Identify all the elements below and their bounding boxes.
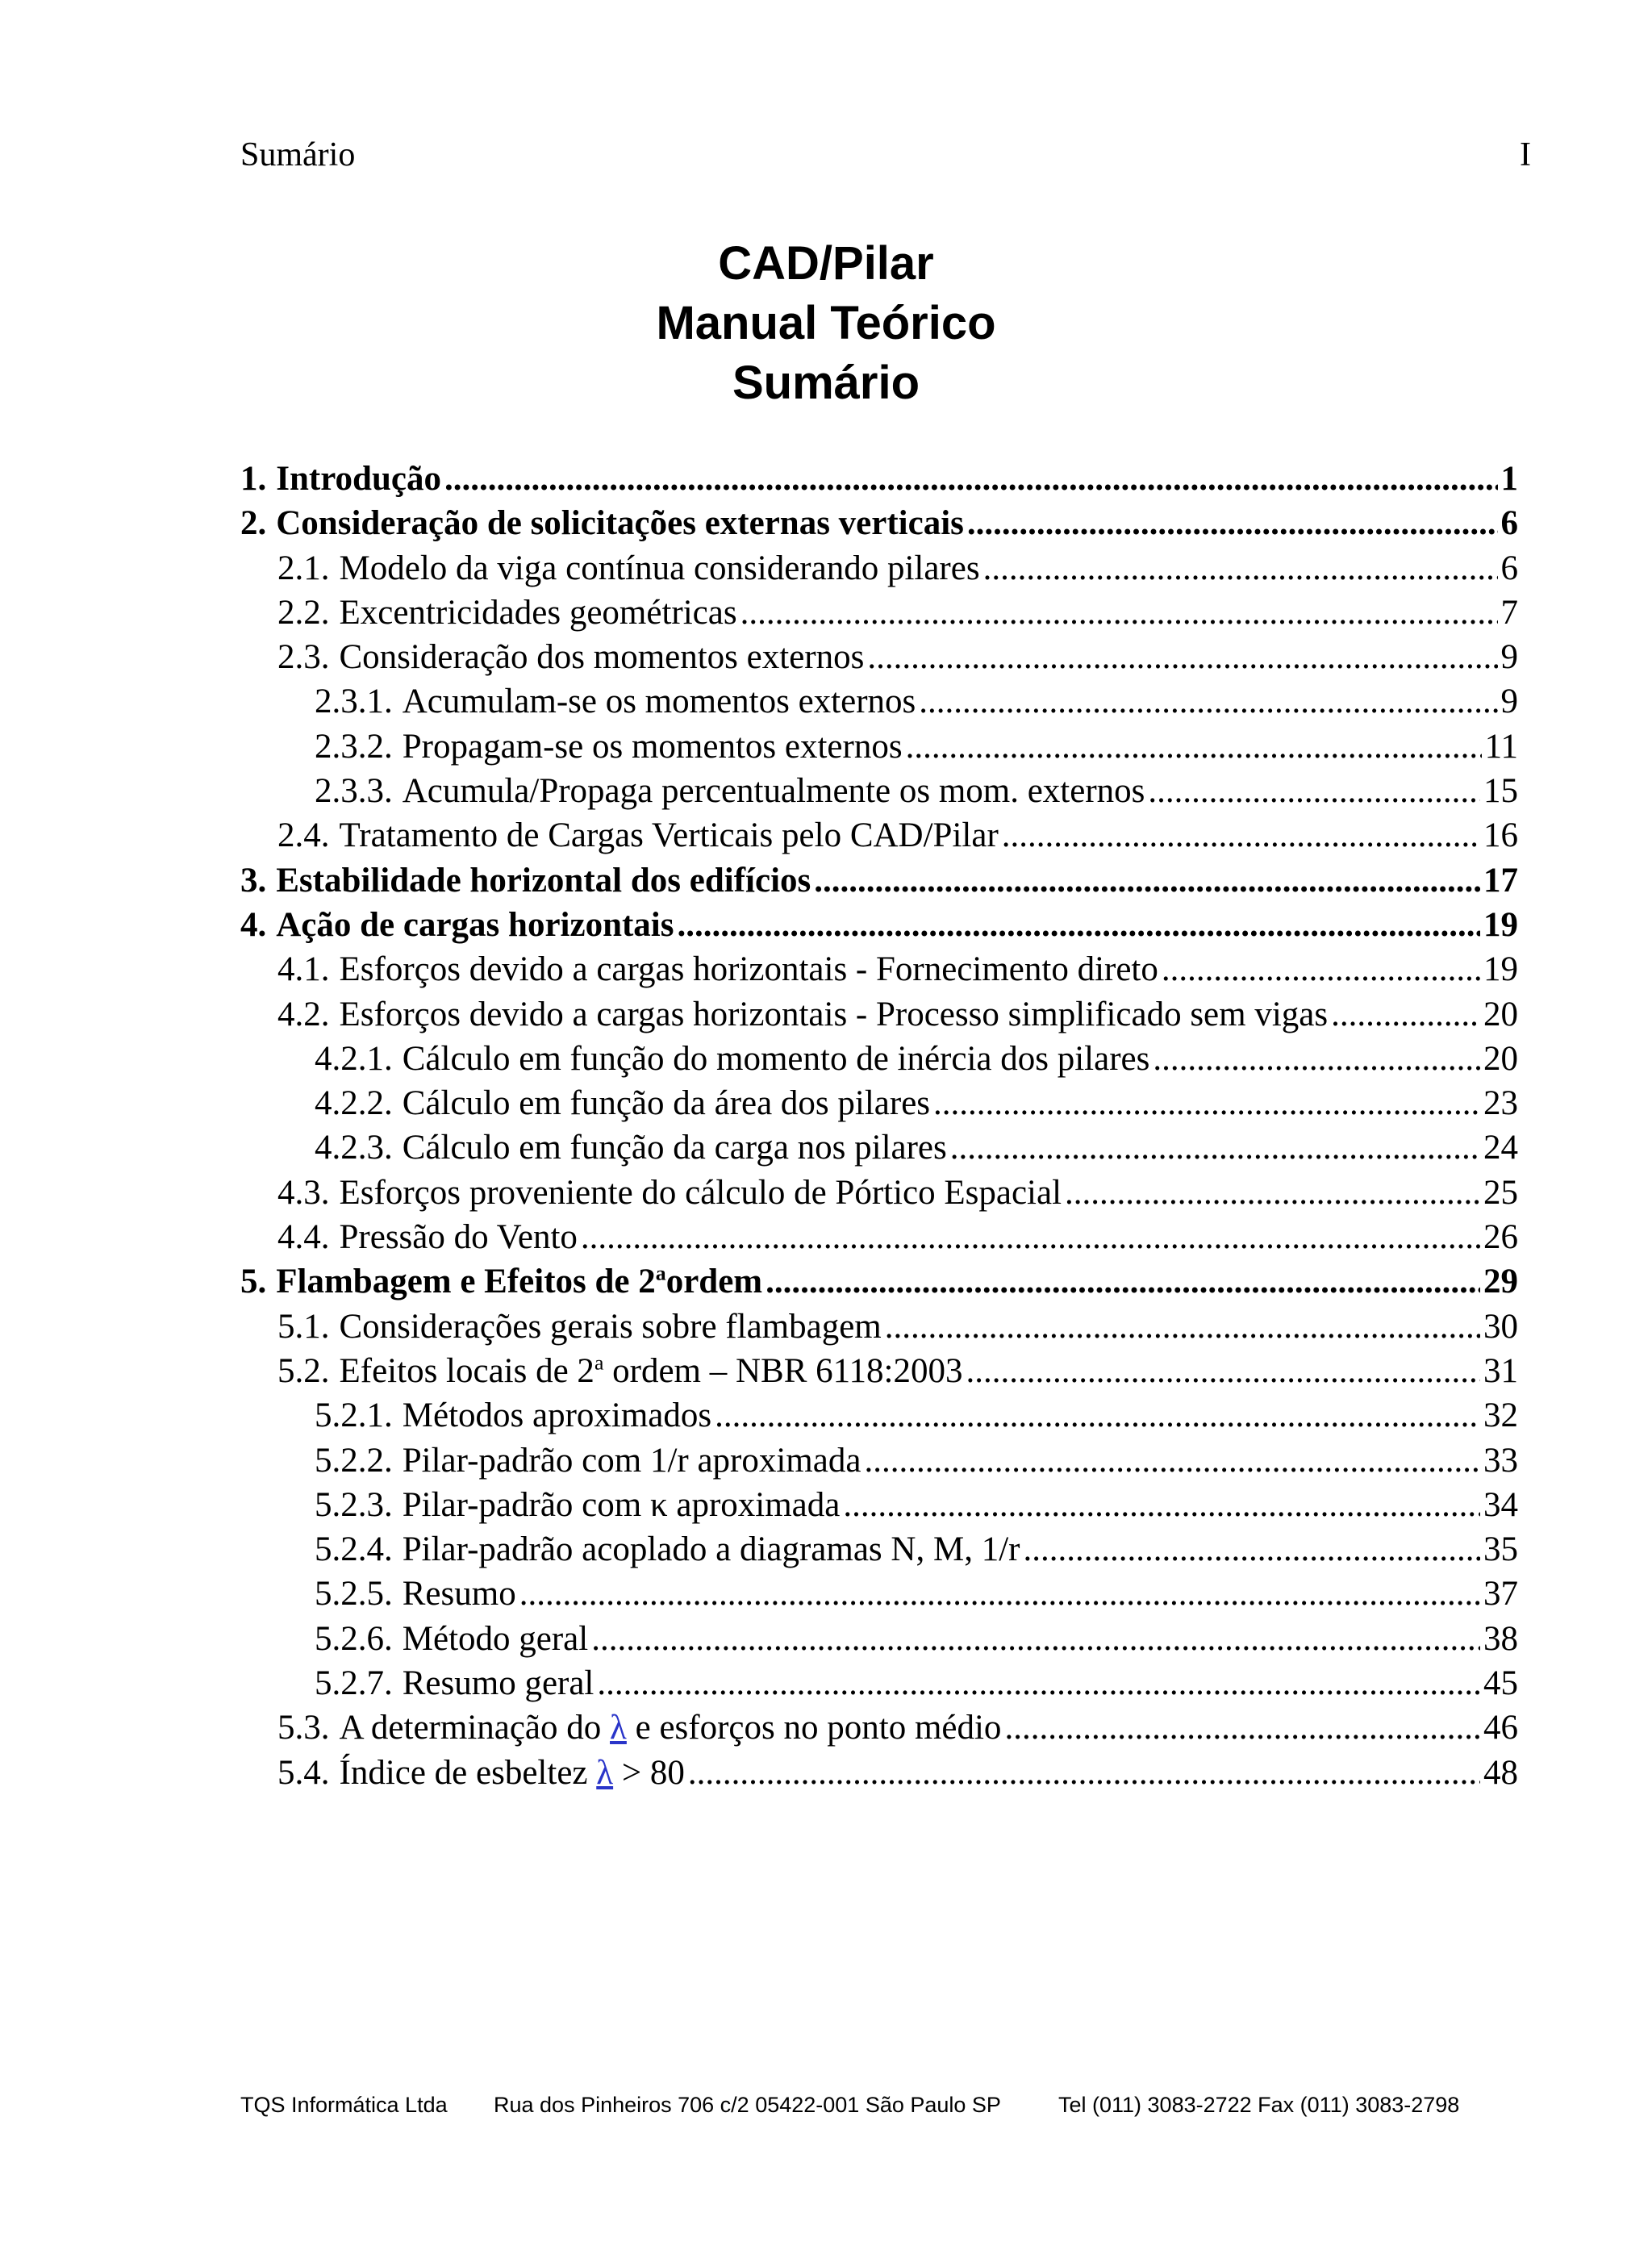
toc-entry-title xyxy=(340,1349,963,1393)
dot-leader xyxy=(867,635,1497,679)
dot-leader xyxy=(906,724,1482,769)
toc-entry-title: Pilar-padrão com κ aproximada xyxy=(402,1485,841,1524)
toc-entry-title-text: Efeitos locais de 2 xyxy=(339,1351,594,1390)
toc-entry-number: 4.2. xyxy=(277,995,330,1033)
toc-entry-page: 6 xyxy=(1500,549,1518,587)
dot-leader xyxy=(967,501,1498,545)
toc-entry-page: 1 xyxy=(1500,460,1518,498)
toc-entry-number: 4.2.1. xyxy=(315,1039,393,1078)
toc-entry[interactable] xyxy=(240,457,1518,501)
ordinal-superscript: a xyxy=(594,1351,604,1375)
title-line-manual: Manual Teórico xyxy=(656,297,996,349)
toc-entry-page: 30 xyxy=(1483,1307,1518,1346)
dot-leader xyxy=(843,1483,1480,1527)
toc-entry-page: 29 xyxy=(1483,1263,1518,1301)
toc-entry-page: 9 xyxy=(1500,683,1518,721)
toc-entry-title: Introdução xyxy=(276,460,441,498)
toc-entry-page: 45 xyxy=(1483,1664,1518,1703)
toc-entry-title: Modelo da viga contínua considerando pilares xyxy=(339,549,980,587)
toc-entry[interactable] xyxy=(240,1171,1518,1215)
toc-entry-page: 16 xyxy=(1483,816,1518,855)
toc-entry-page: 11 xyxy=(1484,727,1518,766)
toc-entry-title-text-end: > 80 xyxy=(613,1753,685,1792)
toc-entry[interactable] xyxy=(240,992,1518,1037)
dot-leader xyxy=(1004,1705,1480,1750)
toc-entry[interactable] xyxy=(240,858,1518,903)
dot-leader xyxy=(933,1081,1480,1125)
lambda-symbol-link[interactable]: λ xyxy=(596,1753,614,1792)
toc-entry-number: 5.2.3. xyxy=(315,1485,393,1524)
dot-leader xyxy=(688,1751,1480,1795)
dot-leader xyxy=(983,546,1498,591)
toc-entry[interactable] xyxy=(240,635,1518,679)
toc-entry-number: 5.3. xyxy=(277,1709,330,1747)
toc-entry-number: 4.1. xyxy=(277,950,330,989)
toc-entry-number: 4.2.3. xyxy=(315,1129,393,1167)
lambda-symbol-link[interactable]: λ xyxy=(610,1709,627,1747)
running-header-section: Sumário xyxy=(240,136,356,173)
title-line-contents: Sumário xyxy=(732,357,920,409)
toc-entry-page: 33 xyxy=(1483,1441,1518,1480)
toc-entry-title: Esforços devido a cargas horizontais - Processo simplificado sem vigas xyxy=(339,995,1329,1033)
toc-entry-page: 20 xyxy=(1483,1039,1518,1078)
toc-entry-page: 34 xyxy=(1483,1485,1518,1524)
toc-entry-number: 2.4. xyxy=(277,816,330,855)
footer-phones: Tel (011) 3083-2722 Fax (011) 3083-2798 xyxy=(1058,2093,1460,2117)
dot-leader xyxy=(1148,769,1480,813)
toc-entry[interactable] xyxy=(240,1705,1518,1750)
toc-entry-title: Cálculo em função do momento de inércia dos pilares xyxy=(402,1039,1150,1078)
toc-entry[interactable] xyxy=(240,1081,1518,1125)
toc-entry[interactable] xyxy=(240,1617,1518,1661)
dot-leader xyxy=(1023,1527,1480,1572)
toc-entry-title: Excentricidades geométricas xyxy=(339,593,737,632)
toc-entry-title: Ação de cargas horizontais xyxy=(276,905,674,944)
toc-entry-page: 20 xyxy=(1483,995,1518,1033)
toc-entry-title xyxy=(340,1751,685,1795)
toc-entry[interactable] xyxy=(240,1527,1518,1572)
toc-entry-title-text: A determinação do xyxy=(339,1709,611,1747)
toc-entry-page: 46 xyxy=(1483,1709,1518,1747)
toc-entry-number: 5.4. xyxy=(277,1753,330,1792)
toc-entry[interactable] xyxy=(240,679,1518,724)
toc-entry-number: 5.2. xyxy=(277,1351,330,1390)
toc-entry-title: Tratamento de Cargas Verticais pelo CAD/Pilar xyxy=(339,816,999,855)
toc-entry-number: 2.3.2. xyxy=(315,727,393,766)
toc-entry-title: Consideração dos momentos externos xyxy=(339,638,865,677)
toc-entry-number: 2. xyxy=(240,504,267,543)
table-of-contents xyxy=(240,457,1518,1795)
dot-leader xyxy=(1153,1037,1480,1081)
toc-entry-title: Consideração de solicitações externas verticais xyxy=(276,504,964,543)
toc-entry-title: Métodos aproximados xyxy=(402,1397,712,1435)
toc-entry[interactable] xyxy=(240,1483,1518,1527)
toc-entry[interactable] xyxy=(240,769,1518,813)
toc-entry-page: 35 xyxy=(1483,1530,1518,1569)
dot-leader xyxy=(740,591,1498,635)
toc-entry-number: 5.2.4. xyxy=(315,1530,393,1569)
toc-entry-page: 25 xyxy=(1483,1173,1518,1212)
toc-entry-page: 48 xyxy=(1483,1753,1518,1792)
toc-entry[interactable] xyxy=(240,1349,1518,1393)
document-title xyxy=(0,234,1652,413)
toc-entry-number: 2.3. xyxy=(277,638,330,677)
toc-entry-page: 38 xyxy=(1483,1619,1518,1658)
toc-entry-number: 5.2.2. xyxy=(315,1441,393,1480)
dot-leader xyxy=(885,1305,1480,1349)
toc-entry[interactable] xyxy=(240,501,1518,545)
toc-entry-title: Pilar-padrão acoplado a diagramas N, M, 1/r xyxy=(402,1530,1020,1569)
toc-entry-title: Cálculo em função da carga nos pilares xyxy=(402,1129,947,1167)
toc-entry-page: 24 xyxy=(1483,1129,1518,1167)
toc-entry[interactable] xyxy=(240,813,1518,858)
toc-entry-title: Resumo xyxy=(402,1575,516,1614)
toc-entry[interactable] xyxy=(240,724,1518,769)
toc-entry-number: 2.2. xyxy=(277,593,330,632)
toc-entry-page: 19 xyxy=(1483,905,1518,944)
toc-entry-title: Cálculo em função da área dos pilares xyxy=(402,1084,931,1123)
toc-entry-title: Estabilidade horizontal dos edifícios xyxy=(276,861,811,900)
toc-entry-title-text-end: e esforços no ponto médio xyxy=(626,1709,1002,1747)
toc-entry-page: 19 xyxy=(1483,950,1518,989)
dot-leader xyxy=(597,1661,1480,1705)
toc-entry-page: 17 xyxy=(1483,861,1518,900)
toc-entry-page: 9 xyxy=(1500,638,1518,677)
toc-entry-page: 7 xyxy=(1500,593,1518,632)
toc-entry-number: 4.3. xyxy=(277,1173,330,1212)
toc-entry[interactable] xyxy=(240,1259,1518,1304)
footer-address: Rua dos Pinheiros 706 c/2 05422-001 São Paulo SP xyxy=(494,2093,1001,2117)
toc-entry[interactable] xyxy=(240,1125,1518,1170)
dot-leader xyxy=(581,1215,1480,1259)
dot-leader xyxy=(966,1349,1480,1393)
toc-entry-number: 4.2.2. xyxy=(315,1084,393,1123)
title-line-product: CAD/Pilar xyxy=(718,237,934,290)
dot-leader xyxy=(1162,947,1480,992)
toc-entry-number: 5.1. xyxy=(277,1307,330,1346)
toc-entry-number: 2.3.3. xyxy=(315,772,393,811)
toc-entry[interactable] xyxy=(240,591,1518,635)
dot-leader xyxy=(1331,992,1480,1037)
dot-leader xyxy=(1065,1171,1480,1215)
dot-leader xyxy=(919,679,1497,724)
toc-entry[interactable] xyxy=(240,546,1518,591)
footer-company: TQS Informática Ltda xyxy=(240,2093,448,2117)
toc-entry-number: 1. xyxy=(240,460,267,498)
toc-entry-number: 5. xyxy=(240,1263,267,1301)
toc-entry-page: 23 xyxy=(1483,1084,1518,1123)
dot-leader xyxy=(814,858,1480,903)
toc-entry[interactable] xyxy=(240,1438,1518,1483)
toc-entry-page: 37 xyxy=(1483,1575,1518,1614)
toc-entry-page: 15 xyxy=(1483,772,1518,811)
toc-entry-title: Esforços devido a cargas horizontais - Fornecimento direto xyxy=(339,950,1158,989)
toc-entry-title-text-end: ordem – NBR 6118:2003 xyxy=(603,1351,963,1390)
toc-entry-number: 5.2.7. xyxy=(315,1664,393,1703)
dot-leader xyxy=(678,903,1481,947)
toc-entry-title: Resumo geral xyxy=(402,1664,594,1703)
toc-entry[interactable] xyxy=(240,1215,1518,1259)
dot-leader xyxy=(591,1617,1480,1661)
toc-entry[interactable] xyxy=(240,947,1518,992)
toc-entry-page: 26 xyxy=(1483,1218,1518,1257)
toc-entry-title-text: Flambagem e Efeitos de 2 xyxy=(276,1263,656,1301)
toc-entry-title: Pressão do Vento xyxy=(339,1218,578,1257)
toc-entry-number: 5.2.6. xyxy=(315,1619,393,1658)
toc-entry[interactable] xyxy=(240,1037,1518,1081)
dot-leader xyxy=(864,1438,1480,1483)
toc-entry-title-text: Índice de esbeltez xyxy=(339,1753,597,1792)
toc-entry-title: Propagam-se os momentos externos xyxy=(402,727,903,766)
toc-entry-title: Método geral xyxy=(402,1619,589,1658)
dot-leader xyxy=(444,457,1498,501)
toc-entry-number: 5.2.1. xyxy=(315,1397,393,1435)
toc-entry-page: 31 xyxy=(1483,1351,1518,1390)
dot-leader xyxy=(1002,813,1480,858)
toc-entry-number: 4. xyxy=(240,905,267,944)
toc-entry-title: Considerações gerais sobre flambagem xyxy=(339,1307,882,1346)
toc-entry[interactable] xyxy=(240,1305,1518,1349)
toc-entry-number: 2.1. xyxy=(277,549,330,587)
running-header-page-number: I xyxy=(1520,136,1531,173)
page-footer xyxy=(240,2091,1459,2119)
toc-entry-title-text-end: ordem xyxy=(665,1263,763,1301)
toc-entry-number: 2.3.1. xyxy=(315,683,393,721)
dot-leader xyxy=(950,1125,1480,1170)
toc-entry-title: Acumulam-se os momentos externos xyxy=(402,683,916,721)
toc-entry-title: Acumula/Propaga percentualmente os mom. externos xyxy=(402,772,1145,811)
toc-entry[interactable] xyxy=(240,1572,1518,1616)
toc-entry[interactable] xyxy=(240,1751,1518,1795)
toc-entry-title: Esforços proveniente do cálculo de Pórtico Espacial xyxy=(339,1173,1062,1212)
toc-entry[interactable] xyxy=(240,903,1518,947)
toc-entry[interactable] xyxy=(240,1661,1518,1705)
toc-entry-number: 3. xyxy=(240,861,267,900)
toc-entry[interactable] xyxy=(240,1393,1518,1438)
dot-leader xyxy=(715,1393,1480,1438)
ordinal-superscript: a xyxy=(655,1262,666,1286)
toc-entry-title xyxy=(340,1705,1002,1750)
toc-entry-title: Pilar-padrão com 1/r aproximada xyxy=(402,1441,861,1480)
toc-entry-title xyxy=(276,1259,762,1304)
dot-leader xyxy=(766,1259,1480,1304)
dot-leader xyxy=(519,1572,1480,1616)
toc-entry-number: 4.4. xyxy=(277,1218,330,1257)
toc-entry-page: 32 xyxy=(1483,1397,1518,1435)
toc-entry-number: 5.2.5. xyxy=(315,1575,393,1614)
toc-entry-page: 6 xyxy=(1500,504,1518,543)
